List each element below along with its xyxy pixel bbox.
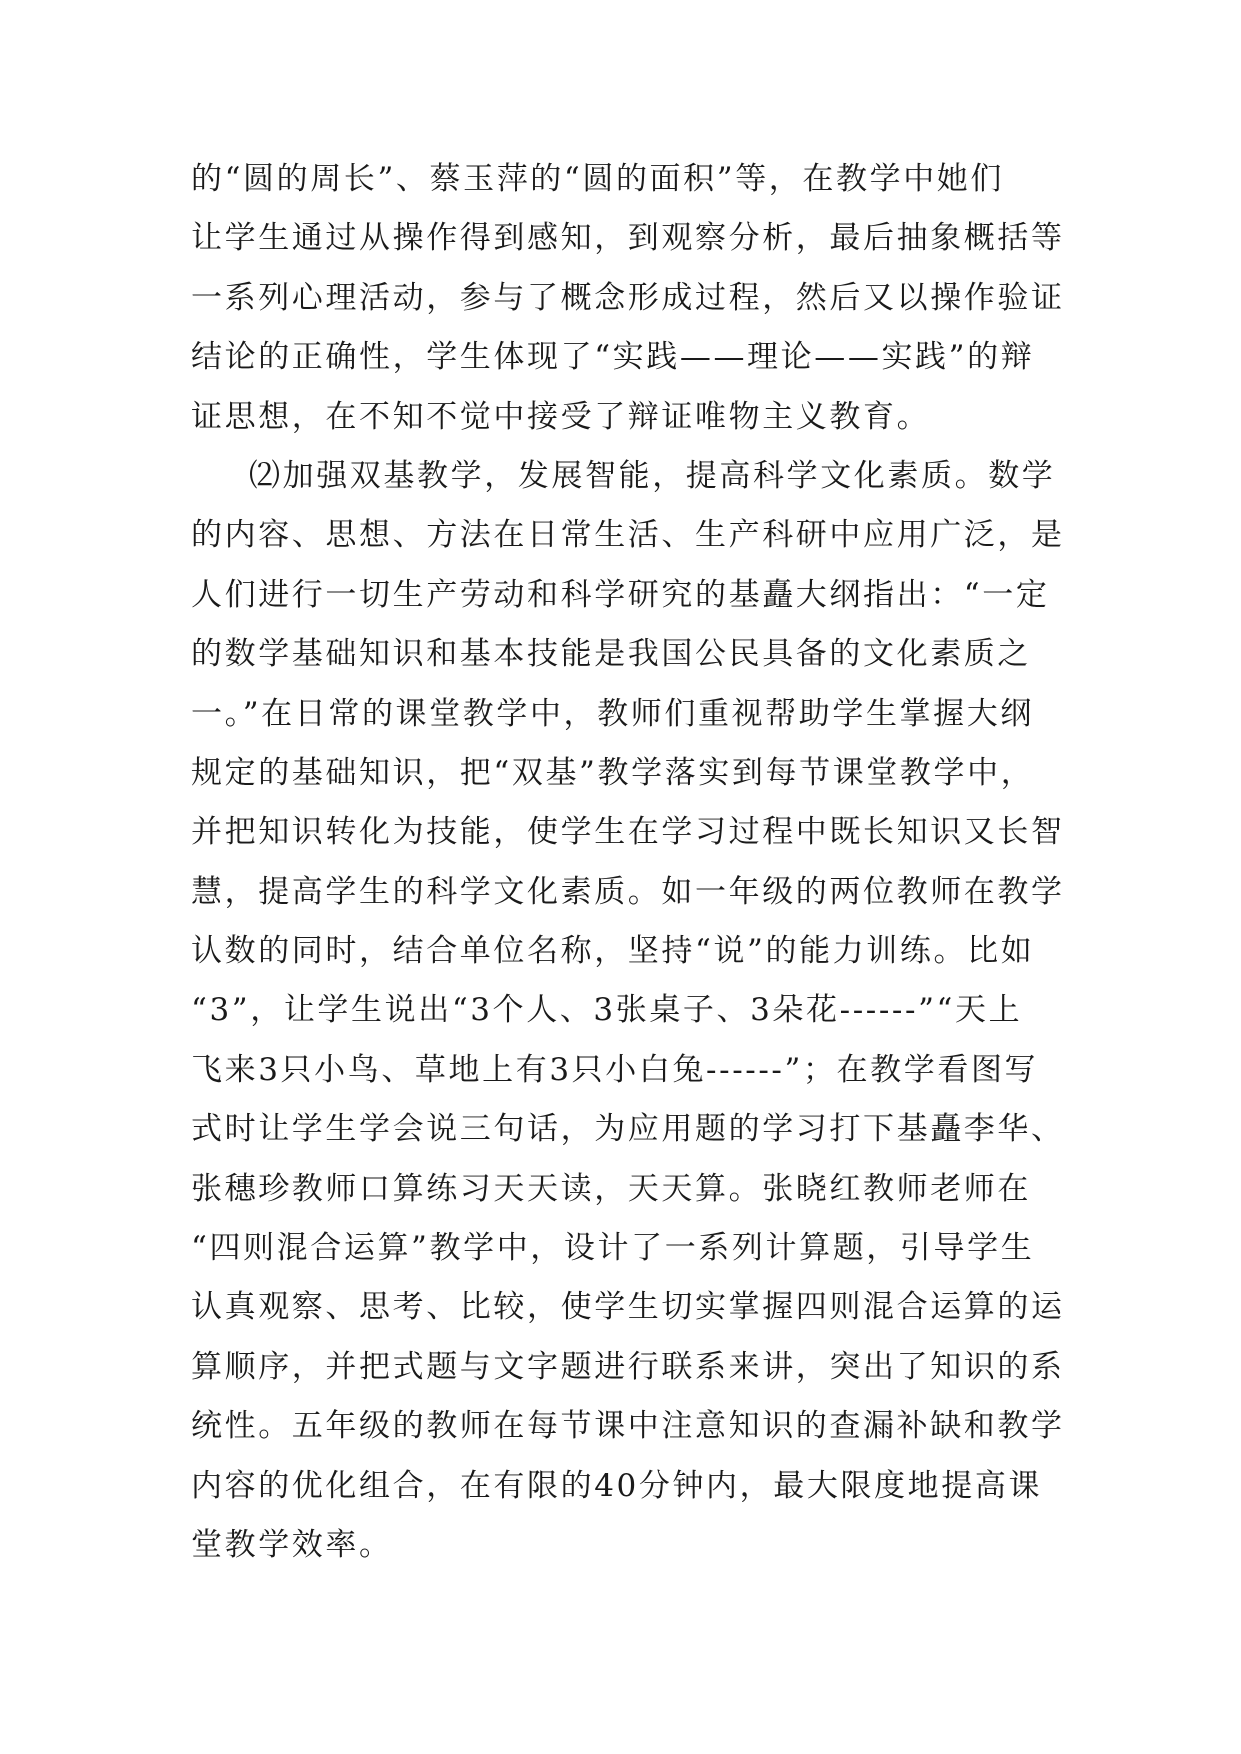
text-line: 一系列心理活动，参与了概念形成过程，然后又以操作验证 [191, 279, 1065, 316]
text-line: 堂教学效率。 [191, 1526, 393, 1563]
text-line: 证思想，在不知不觉中接受了辩证唯物主义教育。 [191, 398, 931, 435]
text-line: “四则混合运算”教学中，设计了一系列计算题，引导学生 [191, 1230, 1035, 1267]
text-line: 认数的同时，结合单位名称，坚持“说”的能力训练。比如 [191, 933, 1035, 970]
text-line: 内容的优化组合，在有限的40分钟内，最大限度地提高课 [191, 1467, 1043, 1504]
text-line: 并把知识转化为技能，使学生在学习过程中既长知识又长智 [191, 814, 1065, 851]
text-line: 规定的基础知识，把“双基”教学落实到每节课堂教学中， [191, 754, 1035, 791]
text-line: 的内容、思想、方法在日常生活、生产科研中应用广泛，是 [191, 517, 1065, 554]
text-line: 让学生通过从操作得到感知，到观察分析，最后抽象概括等 [191, 220, 1065, 257]
text-line: 算顺序，并把式题与文字题进行联系来讲，突出了知识的系 [191, 1348, 1065, 1385]
text-line: “3”，让学生说出“3个人、3张桌子、3朵花------”“天上 [191, 992, 1023, 1029]
text-line: 式时让学生学会说三句话，为应用题的学习打下基矗李华、 [191, 1111, 1065, 1148]
text-line: 的数学基础知识和基本技能是我国公民具备的文化素质之 [191, 636, 1031, 673]
text-line: 认真观察、思考、比较，使学生切实掌握四则混合运算的运 [191, 1289, 1065, 1326]
text-line: 张穗珍教师口算练习天天读，天天算。张晓红教师老师在 [191, 1170, 1031, 1207]
text-line: 统性。五年级的教师在每节课中注意知识的查漏补缺和教学 [191, 1408, 1065, 1445]
text-line: 一。”在日常的课堂教学中，教师们重视帮助学生掌握大纲 [191, 695, 1034, 732]
text-line: 慧，提高学生的科学文化素质。如一年级的两位教师在教学 [191, 873, 1065, 910]
text-line: 结论的正确性，学生体现了“实践——理论——实践”的辩 [191, 339, 1035, 376]
text-line: 的“圆的周长”、蔡玉萍的“圆的面积”等，在教学中她们 [191, 161, 1004, 197]
text-line: 飞来3只小鸟、草地上有3只小白兔------”；在教学看图写 [191, 1051, 1039, 1088]
text-line: 人们进行一切生产劳动和科学研究的基矗大纲指出：“一定 [191, 576, 1050, 613]
body-text [191, 150, 1071, 1575]
paragraph-first-line: ⑵加强双基教学，发展智能，提高科学文化素质。数学 [249, 457, 1056, 494]
